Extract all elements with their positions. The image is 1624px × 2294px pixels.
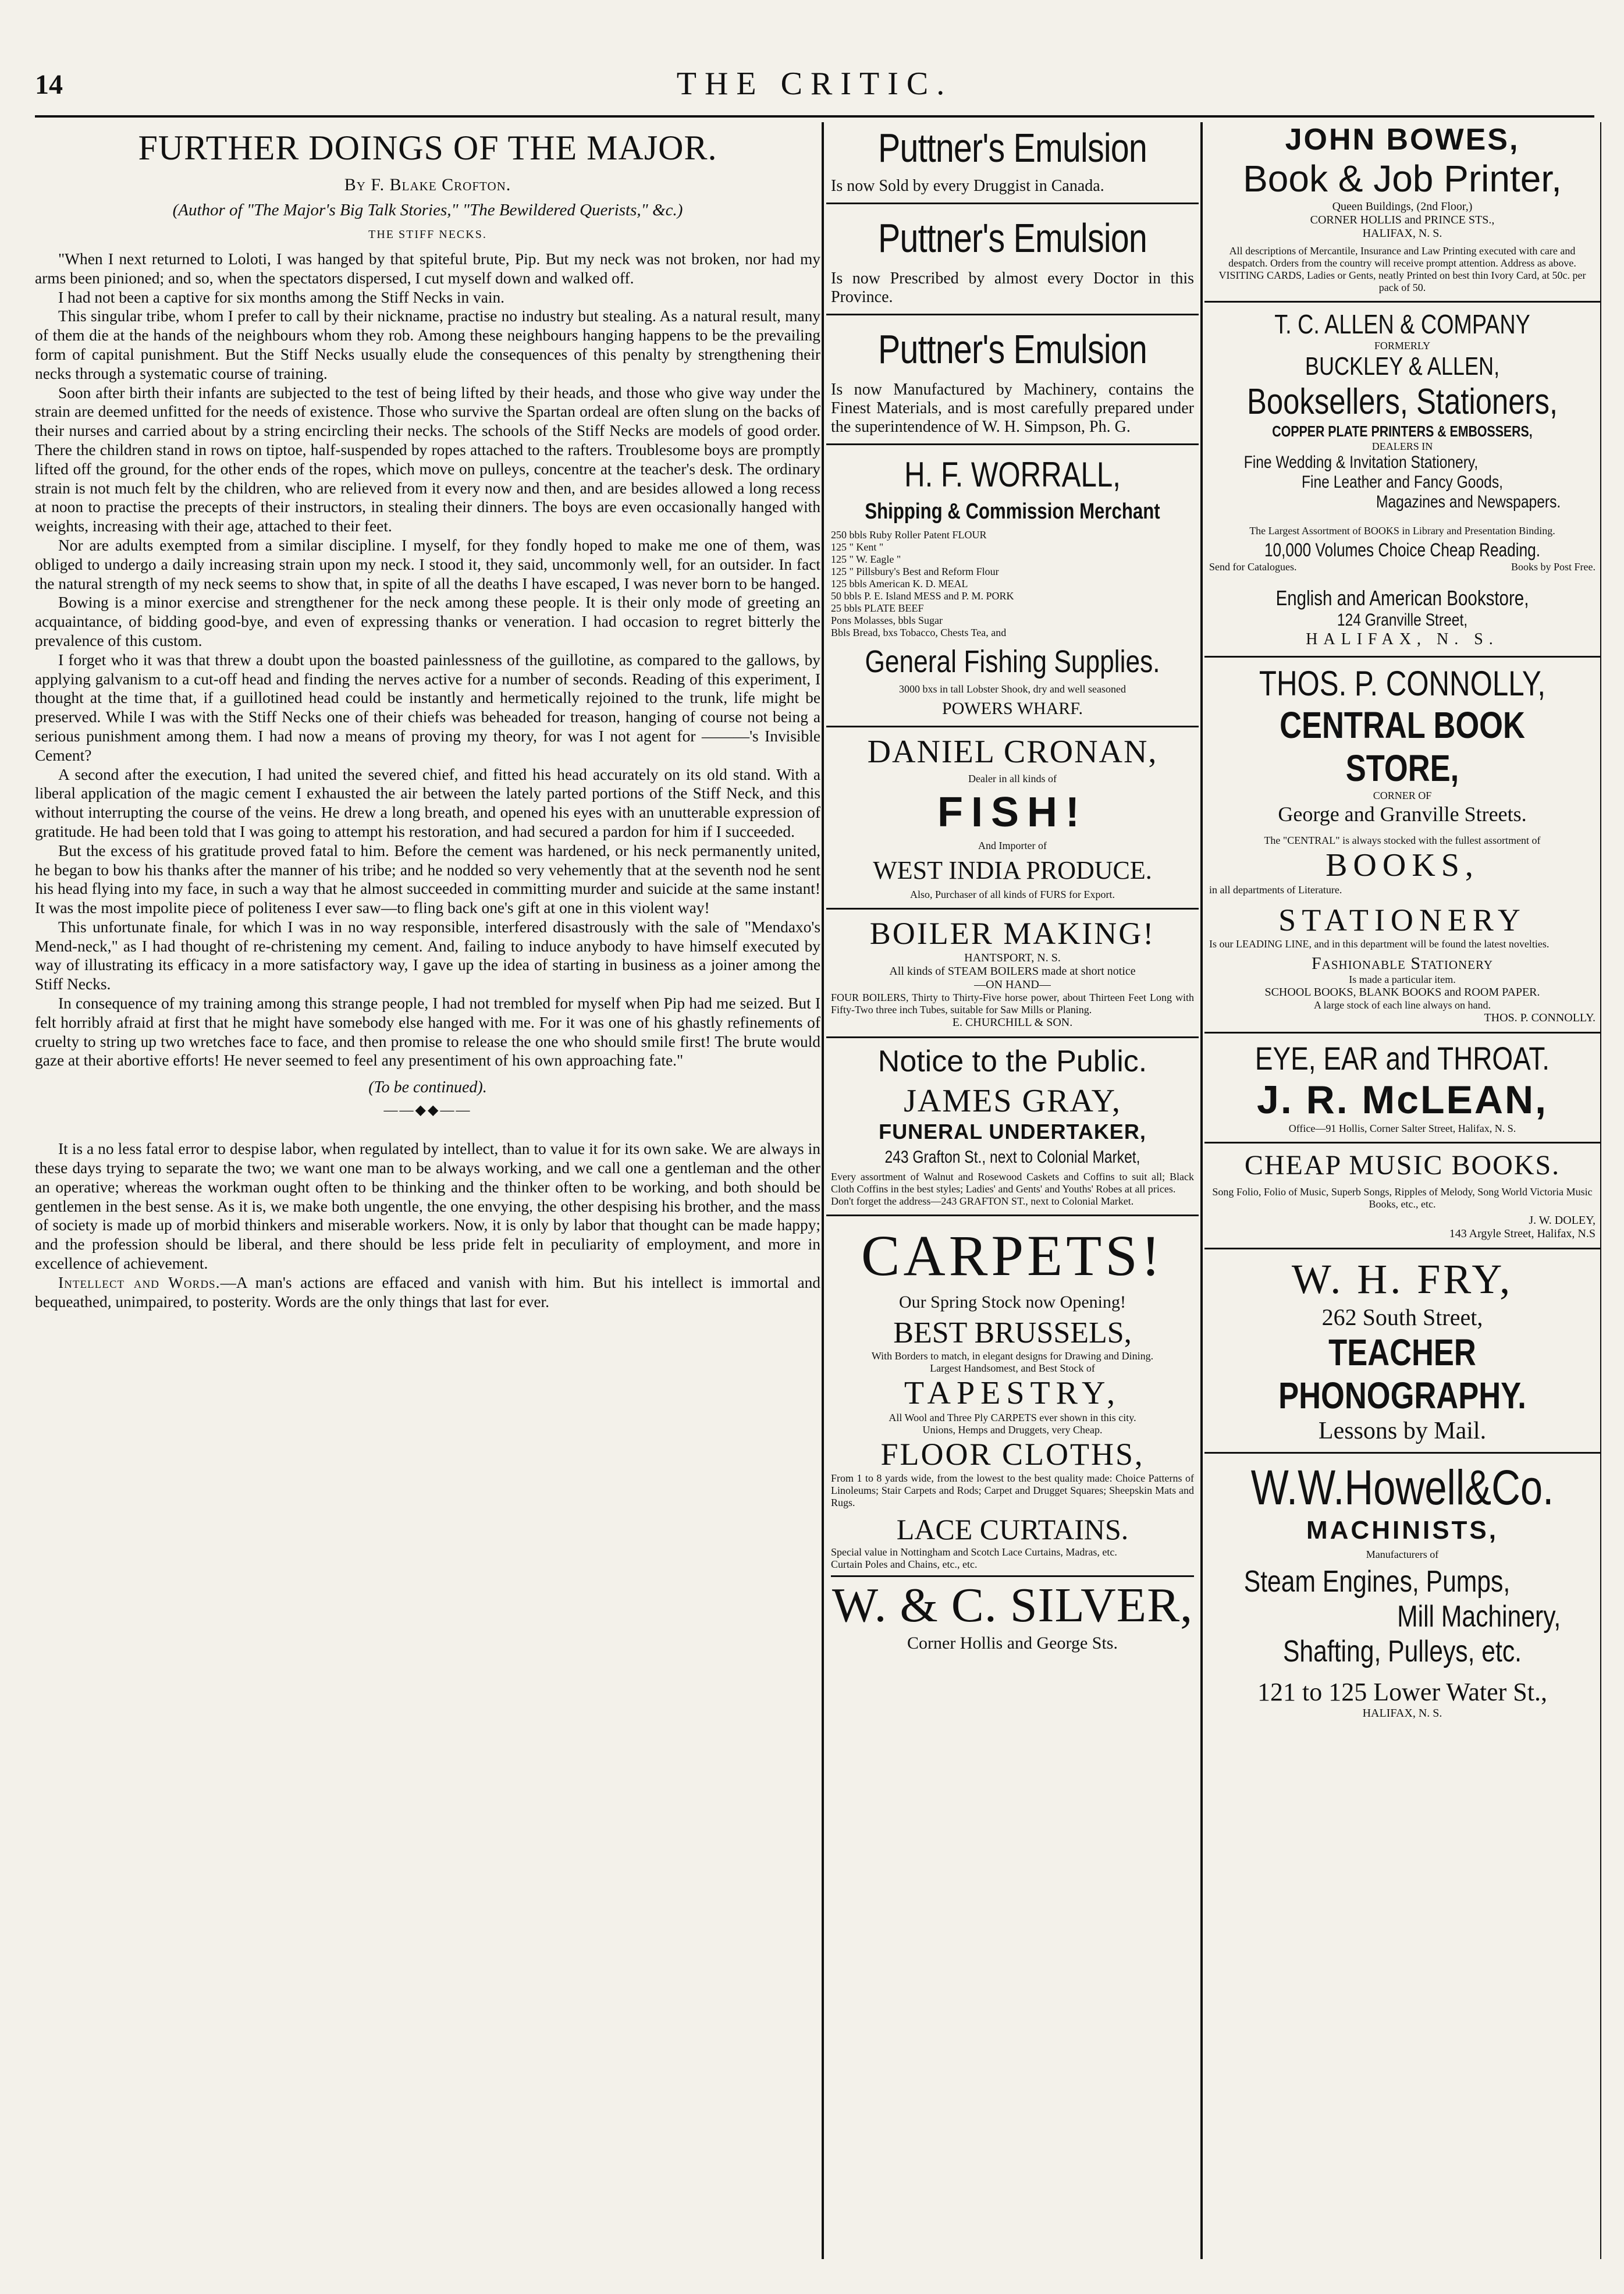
undertaker-name: JAMES GRAY, [904,1083,1121,1119]
howell-address: 121 to 125 Lower Water St., [1257,1678,1547,1706]
boiler-heading: BOILER MAKING! [869,916,1156,951]
machinists: MACHINISTS, [1306,1516,1498,1544]
ad-connolly [1204,658,1600,1034]
ad-carpets [826,1216,1199,1660]
howell-line: Steam Engines, Pumps, [1243,1565,1511,1599]
stock-line: 250 bbls Ruby Roller Patent FLOUR [831,529,987,541]
dealer-line: Dealer in all kinds of [968,773,1057,784]
intellect-heading: Intellect and Words. [58,1273,221,1291]
boiler-text: FOUR BOILERS, Thirty to Thirty-Five horse power, about Thirteen Feet Long with Fifty-Two three inch Tubes, suitable for Saw Mills or Planing. [831,992,1194,1015]
howell-city: HALIFAX, N. S. [1362,1707,1442,1720]
page-number: 14 [35,69,63,100]
floor-cloths: FLOOR CLOTHS, [880,1437,1145,1472]
connolly-streets: George and Granville Streets. [1278,802,1527,826]
ad-text: Is now Manufactured by Machinery, contains the Finest Materials, and is most carefully prepared under the superintendence of W. H. Simpson, Ph. G. [831,381,1194,436]
article-paragraph: Bowing is a minor exercise and strengthener for the neck among these people. It is their only mode of greeting an acquaintance, of bidding good-bye, and even of expressing thanks or veneration. I had occasion to regret bitterly the prevalence of this custom. [35,594,820,649]
howell-line: Mill Machinery, [1397,1600,1561,1634]
printer-name: JOHN BOWES, [1285,123,1520,157]
allen-copper: COPPER PLATE PRINTERS & EMBOSSERS, [1272,422,1533,440]
fry-address: 262 South Street, [1321,1304,1483,1330]
ad-text: Is now Prescribed by almost every Doctor in this Province. [831,269,1194,306]
article-paragraph: Nor are adults exempted from a similar discipline. I myself, for they fondly hoped to make me one of them, was obliged to undergo a daily increasing strain upon my neck. I stood it, they said, uncommonly well, for an outsider. In fact the natural strength of my neck seems to show that, in spite of all the deaths I have escaped, I was never born to be hanged. [35,536,820,592]
doley-name: J. W. DOLEY, [1529,1214,1595,1227]
lace-curtains: LACE CURTAINS. [896,1513,1129,1546]
article-paragraph: I had not been a captive for six months among the Stiff Necks in vain. [58,288,505,306]
stationery-heading: STATIONERY [1278,903,1526,938]
column-divider [822,122,824,2259]
ad-allen [1204,303,1600,658]
dealers-in: DEALERS IN [1371,441,1433,452]
author-note: (Author of "The Major's Big Talk Stories," "The Bewildered Querists," &c.) [172,201,683,219]
notice-heading: Notice to the Public. [877,1045,1147,1078]
lace-note: Curtain Poles and Chains, etc., etc. [831,1558,978,1570]
on-hand: —ON HAND— [974,978,1051,991]
allen-send: Send for Catalogues. [1209,561,1297,573]
ad-text: Is now Sold by every Druggist in Canada. [831,177,1104,195]
article-paragraph: A second after the execution, I had united the severed chief, and fitted his head accurately on its old stand. With a liberal application of the magic cement I exhausted the air between the lately parted portions of the Stiff Neck, and this without interrupting the course of the veins. He drew a long breath, and opened his eyes with an unutterable expression of gratitude. He had been told that I was going to attempt his restoration, and had secured a pardon for him if I succeeded. [35,765,820,840]
section-heading: THE STIFF NECKS. [368,228,487,241]
doley-address: 143 Argyle Street, Halifax, N.S [1449,1227,1595,1240]
music-text: Song Folio, Folio of Music, Superb Songs, Ripples of Melody, Song World Victoria Music Books, etc., etc. [1212,1186,1593,1210]
brussels: BEST BRUSSELS, [893,1316,1132,1350]
allen-volumes: 10,000 Volumes Choice Cheap Reading. [1264,539,1541,560]
carpets-heading: CARPETS! [861,1223,1164,1288]
article-paragraph: In consequence of my training among this strange people, I had not trembled for myself when Pip had me seized. But I felt horribly afraid at first that he might have somebody else hanged with me. For it was one of his ghastly refinements of cruelty to string up two wretches face to face, and then promise to release the one who should smile first! The brute would gaze at their abortive efforts! He never seemed to feel any presentiment of his own approaching fate." [35,995,820,1070]
books-heading: BOOKS, [1326,847,1479,883]
formerly: FORMERLY [1374,340,1431,351]
undertaker-address: 243 Grafton St., next to Colonial Market, [884,1148,1140,1167]
boiler-text: All kinds of STEAM BOILERS made at short notice [889,965,1136,978]
allen-trade: Booksellers, Stationers, [1246,382,1558,422]
stock-line: 125 bbls American K. D. MEAL [831,578,968,590]
ad-howell [1204,1454,1600,1727]
undertaker-trade: FUNERAL UNDERTAKER, [879,1120,1146,1144]
ad-heading: Puttner's Emulsion [878,125,1147,171]
article-column [35,122,820,2259]
ad-music [1204,1144,1600,1249]
to-be-continued: (To be continued). [368,1078,487,1097]
undertaker-text: Don't forget the address—243 GRAFTON ST., next to Colonial Market. [831,1195,1134,1207]
ad-mclean [1204,1034,1600,1144]
ads-column-right [1204,122,1600,2259]
eye-ear-throat: EYE, EAR and THROAT. [1255,1040,1550,1077]
stock-line: Pons Molasses, bbls Sugar [831,615,943,626]
ad-fry [1204,1249,1600,1454]
mclean-name: J. R. McLEAN, [1257,1078,1548,1122]
ad-heading: Puttner's Emulsion [878,215,1147,261]
mclean-office: Office—91 Hollis, Corner Salter Street, Halifax, N. S. [1288,1123,1516,1134]
header-rule [35,115,1594,118]
printer-address: CORNER HOLLIS and PRINCE STS., [1310,214,1495,226]
spring-stock: Our Spring Stock now Opening! [899,1292,1126,1312]
stock-line: 125 " Kent " [831,541,884,553]
unions-line: Unions, Hemps and Druggets, very Cheap. [922,1424,1103,1436]
labor-paragraph: It is a no less fatal error to despise labor, when regulated by intellect, than to value it for its own sake. We are always in these days trying to separate the two; we want one man to be always working, and we call one a gentleman and the other an operative; whereas the workman ought often to be thinking and the thinker often to be working, and both should be gentlemen in the best sense. As it is, we make both ungentle, the one envying, the other despising his brother, and the mass of society is made up of morbid thinkers and miserable workers. Now, it is only by labor that thought can be made happy; and the profession should be liberal, and there should be less pride felt in peculiarity of employment, and more in excellence of achievement. [35,1140,820,1273]
furs-line: Also, Purchaser of all kinds of FURS for Export. [910,889,1115,900]
allen-free: Books by Post Free. [1511,561,1595,573]
ornament-divider: ——◆◆—— [383,1103,472,1118]
article-paragraph: But the excess of his gratitude proved fatal to him. Before the cement was hardened, or his neck permanently united, he began to bow his thanks after the manner of his tribe; and he nodded so very vehemently that at the seventh nod he sent his head flying into my face, in such a way that he almost succeeded in committing murder and suicide at the same instant! It was the most impolite piece of politeness I ever saw—to fling back one's gift at one in this violent way! [35,841,820,917]
printer-address: HALIFAX, N. S. [1362,227,1442,240]
stock-line: 25 bbls PLATE BEEF [831,602,924,614]
article-title: FURTHER DOINGS OF THE MAJOR. [138,129,717,167]
page-header [35,66,1594,115]
fish-heading: FISH! [937,789,1088,836]
allen-old-name: BUCKLEY & ALLEN, [1305,352,1500,381]
column-divider [1600,122,1601,2259]
english-bookstore: English and American Bookstore, [1275,586,1529,610]
connolly-leading: Is our LEADING LINE, and in this department will be found the latest novelties. [1209,938,1550,950]
intellect-paragraph [35,1273,820,1312]
fishing-supplies: General Fishing Supplies. [865,644,1160,679]
ad-puttner-1 [826,125,1199,204]
ads-column-middle [826,122,1199,2259]
stock-line: 125 " W. Eagle " [831,553,901,565]
ad-cronan [826,727,1199,910]
stock-line: Bbls Bread, bxs Tobacco, Chests Tea, and [831,627,1007,638]
allen-line: Fine Wedding & Invitation Stationery, [1243,453,1479,472]
lace-note: Special value in Nottingham and Scotch Lace Curtains, Madras, etc. [831,1546,1117,1558]
boiler-firm: E. CHURCHILL & SON. [952,1016,1073,1029]
article-paragraph: This singular tribe, whom I prefer to call by their nickname, practise no industry but stealing. As a natural result, many of them die at the hands of the neighbours whom they rob. Among these neighbours hanging happens to be the prevailing form of capital punishment. But the Stiff Necks usually elude the consequences of this penalty by strengthening their necks through a systematic course of training. [35,307,820,382]
column-divider [1200,122,1203,2259]
allen-line: Magazines and Newspapers. [1376,492,1561,512]
howell-name: W.W.Howell&Co. [1250,1460,1554,1515]
fashionable-stationery: Fashionable Stationery [1311,954,1493,973]
ad-puttner-3 [826,315,1199,445]
music-heading: CHEAP MUSIC BOOKS. [1244,1150,1561,1181]
printer-text: All descriptions of Mercantile, Insurance and Law Printing executed with care and despatch. Orders from the country will receive prompt attention. Address as above. [1228,245,1576,269]
largest-line: Largest Handsomest, and Best Stock of [930,1362,1095,1374]
allen-name: T. C. ALLEN & COMPANY [1274,309,1530,339]
undertaker-text: Every assortment of Walnut and Rosewood Caskets and Coffins to suit all; Black Cloth Coffins in the best styles; Ladies' and Gents' and Youths' Robes at all prices. [831,1171,1194,1195]
allen-send-row [1209,561,1595,573]
central-book-store: CENTRAL BOOK STORE, [1280,704,1525,789]
silver-address: Corner Hollis and George Sts. [907,1634,1118,1653]
boiler-place: HANTSPORT, N. S. [964,951,1061,964]
brussels-note: With Borders to match, in elegant designs for Drawing and Dining. [871,1350,1154,1362]
produce-line: WEST INDIA PRODUCE. [873,856,1152,885]
article-paragraph: Soon after birth their infants are subjected to the test of being lifted by their heads, and those who give way under the strain are deemed unfitted for the needs of existence. Those who survive the Spartan ordeal are often slung on the backs of their nurses and carried about by a string encircling their necks. The schools of the Stiff Necks are models of good order. There the children stand in rows on tiptoe, half-suspended by ropes attached to the rafters. Troublesome boys are promptly lifted off the ground, for the other ends of the ropes, which move on pulleys, concentre at the teacher's desk. The ordinary strain is not much felt by the children, who are relieved from it every now and then, and are besides allowed a long recess at noon to practise the precepts of their instructors, in stealing their dinners. The boys are even occasionally hanged with weights, increasing with their age, attached to their feet. [35,383,820,535]
ad-worrall [826,445,1199,727]
article-paragraph: "When I next returned to Loloti, I was hanged by that spiteful brute, Pip. But my neck was not broken, nor had my arms been pinioned; and so, when the spectators dispersed, I cut myself down and walked off. [35,250,820,287]
ad-bowes [1204,122,1600,303]
article-byline: By F. Blake Crofton. [344,175,511,194]
floor-note: From 1 to 8 yards wide, from the lowest to the best quality made: Choice Patterns of Linoleums; Stair Carpets and Rods; Carpet and Drugget Squares; Sheepskin Mats and Rugs. [831,1472,1194,1508]
ad-boiler [826,910,1199,1038]
lessons-by-mail: Lessons by Mail. [1318,1418,1487,1444]
connolly-made: Is made a particular item. [1349,974,1456,985]
ad-puttner-2 [826,204,1199,315]
masthead: THE CRITIC. [676,66,953,102]
connolly-stock: A large stock of each line always on hand. [1313,999,1491,1011]
article-paragraph: I forget who it was that threw a doubt upon the boasted painlessness of the guillotine, as compared to the gallows, by applying galvanism to a cut-off head and finding the nerves active for a number of seconds. Reading of this experiment, I thought at the time that, if a guillotined head could be instantly and hermetically rejoined to the trunk, life might be preserved. While I was with the Stiff Necks one of their chiefs was beheaded for treason, hanging of course not being a serious punishment among them. I had now a means of proving my theory, for was I not agent for ———'s Invisible Cement? [35,651,820,764]
allen-city: HALIFAX, N. S. [1306,630,1499,648]
allen-largest: The Largest Assortment of BOOKS in Library and Presentation Binding. [1249,525,1555,537]
ad-heading: Puttner's Emulsion [878,326,1147,372]
corner-of: CORNER OF [1373,790,1432,801]
manufacturers-of: Manufacturers of [1366,1549,1439,1560]
fishing-note: 3000 bxs in tall Lobster Shook, dry and well seasoned [899,683,1126,695]
connolly-name: THOS. P. CONNOLLY, [1259,664,1546,703]
wharf: POWERS WHARF. [941,699,1083,718]
stock-line: 125 " Pillsbury's Best and Reform Flour [831,566,999,577]
allen-line: Fine Leather and Fancy Goods, [1302,473,1503,492]
tapestry: TAPESTRY, [904,1375,1121,1411]
silver-name: W. & C. SILVER, [831,1575,1194,1634]
connolly-depts: in all departments of Literature. [1209,884,1342,896]
allen-address: 124 Granville Street, [1337,610,1468,630]
fry-name: W. H. FRY, [1291,1256,1513,1302]
article-paragraph: This unfortunate finale, for which I was in no way responsible, interfered disastrously with the sale of "Mendaxo's Mend-neck," as I had thought of re-christening my cement. And, failing to induce anybody to have himself executed by way of illustrating its efficacy in a more satisfactory way, I gave up the idea of starting in business as a joiner among the Stiff Necks. [35,918,820,993]
printer-address: Queen Buildings, (2nd Floor,) [1332,200,1473,213]
ad-notice [826,1038,1199,1216]
connolly-signature: THOS. P. CONNOLLY. [1484,1011,1595,1024]
stock-line: 50 bbls P. E. Island MESS and P. M. PORK [831,590,1014,602]
importer-line: And Importer of [978,840,1047,851]
intellect-text: —A man's actions are effaced and vanish with him. But his intellect is immortal and bequeathed, unimpaired, to posterity. Words are the only things that last for ever. [35,1273,820,1311]
printer-cards: VISITING CARDS, Ladies or Gents, neatly Printed on best thin Ivory Card, at 50c. per pack of 50. [1218,269,1586,293]
merchant-trade: Shipping & Commission Merchant [865,499,1160,524]
connolly-stocked: The "CENTRAL" is always stocked with the fullest assortment of [1264,834,1541,846]
printer-trade: Book & Job Printer, [1243,158,1562,200]
tapestry-note: All Wool and Three Ply CARPETS ever shown in this city. [889,1412,1136,1423]
howell-line: Shafting, Pulleys, etc. [1282,1635,1522,1668]
dealer-name: DANIEL CRONAN, [867,734,1158,770]
connolly-school: SCHOOL BOOKS, BLANK BOOKS and ROOM PAPER. [1264,986,1540,999]
merchant-name: H. F. WORRALL, [904,455,1121,494]
teacher-phonography: TEACHER PHONOGRAPHY. [1278,1331,1526,1416]
